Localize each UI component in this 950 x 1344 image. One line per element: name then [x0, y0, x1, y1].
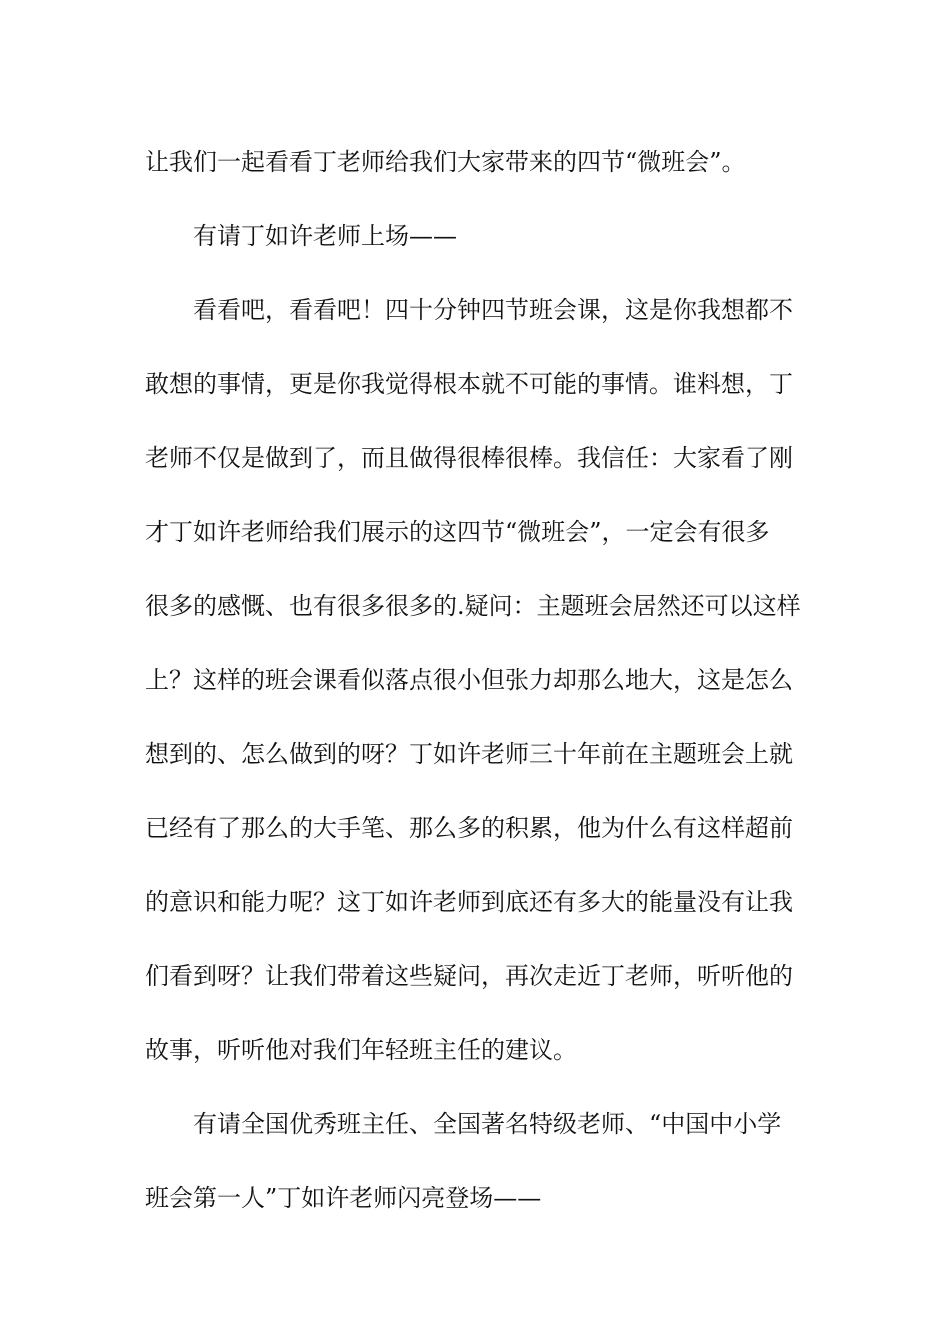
text-line: 想到的、怎么做到的呀？丁如许老师三十年前在主题班会上就	[145, 740, 793, 768]
text-line: 老师不仅是做到了，而且做得很棒很棒。我信任：大家看了刚	[145, 444, 793, 472]
text-line: 看看吧，看看吧！四十分钟四节班会课，这是你我想都不	[193, 296, 793, 324]
text-line: 让我们一起看看丁老师给我们大家带来的四节“微班会”。	[145, 148, 746, 176]
text-line: 们看到呀？让我们带着这些疑问，再次走近丁老师，听听他的	[145, 962, 793, 990]
text-line: 故事，听听他对我们年轻班主任的建议。	[145, 1036, 577, 1064]
text-line: 有请全国优秀班主任、全国著名特级老师、“中国中小学	[193, 1110, 782, 1138]
text-line: 才丁如许老师给我们展示的这四节“微班会”，一定会有很多	[145, 518, 770, 546]
text-line: 很多的感慨、也有很多很多的.疑问：主题班会居然还可以这样	[145, 592, 801, 620]
document-body	[145, 125, 807, 1235]
text-line: 班会第一人”丁如许老师闪亮登场——	[145, 1184, 542, 1212]
text-line: 上？这样的班会课看似落点很小但张力却那么地大，这是怎么	[145, 666, 793, 694]
text-line: 已经有了那么的大手笔、那么多的积累，他为什么有这样超前	[145, 814, 793, 842]
text-line: 敢想的事情，更是你我觉得根本就不可能的事情。谁料想，丁	[145, 370, 793, 398]
text-line: 有请丁如许老师上场——	[193, 222, 457, 250]
text-line: 的意识和能力呢？这丁如许老师到底还有多大的能量没有让我	[145, 888, 793, 916]
